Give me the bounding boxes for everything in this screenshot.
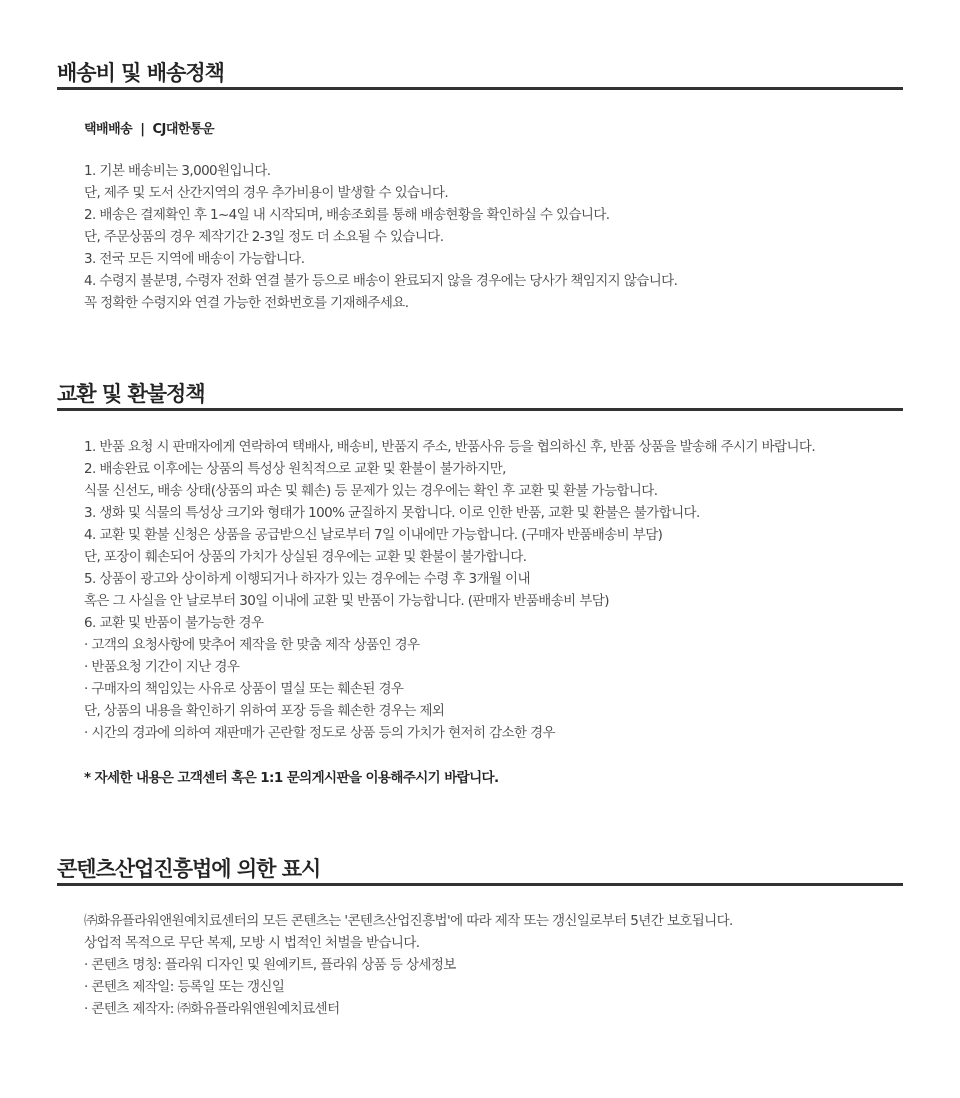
- returns-line: 1. 반품 요청 시 판매자에게 연락하여 택배사, 배송비, 반품지 주소, 반품사유 등을 협의하신 후, 반품 상품을 발송해 주시기 바랍니다.: [84, 439, 816, 455]
- returns-line: 2. 배송완료 이후에는 상품의 특성상 원칙적으로 교환 및 환불이 불가하지만,: [84, 461, 506, 477]
- returns-line: 4. 교환 및 환불 신청은 상품을 공급받으신 날로부터 7일 이내에만 가능합니다. (구매자 반품배송비 부담): [84, 527, 663, 543]
- shipping-policy-list: [84, 160, 677, 314]
- returns-line: 단, 상품의 내용을 확인하기 위하여 포장 등을 훼손한 경우는 제외: [84, 703, 445, 719]
- returns-line: 5. 상품이 광고와 상이하게 이행되거나 하자가 있는 경우에는 수령 후 3개월 이내: [84, 571, 530, 587]
- shipping-line: 꼭 정확한 수령지와 연결 가능한 전화번호를 기재해주세요.: [84, 295, 409, 311]
- carrier-name: CJ대한통운: [152, 122, 215, 137]
- returns-line: 혹은 그 사실을 안 날로부터 30일 이내에 교환 및 반품이 가능합니다. (판매자 반품배송비 부담): [84, 593, 609, 609]
- returns-line: · 반품요청 기간이 지난 경우: [84, 659, 240, 675]
- shipping-line: 3. 전국 모든 지역에 배송이 가능합니다.: [84, 251, 305, 267]
- returns-line: 3. 생화 및 식물의 특성상 크기와 형태가 100% 균질하지 못합니다. 이로 인한 반품, 교환 및 환불은 불가합니다.: [84, 505, 700, 521]
- content-law-list: [84, 910, 733, 1020]
- shipping-line: 2. 배송은 결제확인 후 1~4일 내 시작되며, 배송조회를 통해 배송현황을 확인하실 수 있습니다.: [84, 207, 610, 223]
- content-law-line: · 콘텐츠 제작일: 등록일 또는 갱신일: [84, 979, 285, 995]
- customer-center-notice: * 자세한 내용은 고객센터 혹은 1:1 문의게시판을 이용해주시기 바랍니다.: [84, 770, 499, 786]
- shipping-line: 1. 기본 배송비는 3,000원입니다.: [84, 163, 271, 179]
- content-law-line: ㈜화유플라워앤원예치료센터의 모든 콘텐츠는 '콘텐츠산업진흥법'에 따라 제작 또는 갱신일로부터 5년간 보호됩니다.: [84, 913, 733, 929]
- returns-line: · 구매자의 책임있는 사유로 상품이 멸실 또는 훼손된 경우: [84, 681, 404, 697]
- returns-line: · 시간의 경과에 의하여 재판매가 곤란할 정도로 상품 등의 가치가 현저히 감소한 경우: [84, 725, 555, 741]
- content-law-line: · 콘텐츠 제작자: ㈜화유플라워앤원예치료센터: [84, 1001, 340, 1017]
- shipping-policy-title: 배송비 및 배송정책: [57, 59, 903, 90]
- returns-policy-list: [84, 436, 815, 744]
- shipping-carrier-info: [84, 118, 214, 137]
- content-law-line: · 콘텐츠 명칭: 플라워 디자인 및 원예키트, 플라워 상품 등 상세정보: [84, 957, 456, 973]
- shipping-line: 단, 제주 및 도서 산간지역의 경우 추가비용이 발생할 수 있습니다.: [84, 185, 449, 201]
- returns-policy-title: 교환 및 환불정책: [57, 380, 903, 411]
- returns-line: 6. 교환 및 반품이 불가능한 경우: [84, 615, 264, 631]
- content-law-line: 상업적 목적으로 무단 복제, 모방 시 법적인 처벌을 받습니다.: [84, 935, 420, 951]
- shipping-method: 택배배송: [84, 122, 133, 137]
- shipping-line: 단, 주문상품의 경우 제작기간 2-3일 정도 더 소요될 수 있습니다.: [84, 229, 444, 245]
- content-law-title: 콘텐츠산업진흥법에 의한 표시: [57, 855, 903, 886]
- returns-line: 식물 신선도, 배송 상태(상품의 파손 및 훼손) 등 문제가 있는 경우에는 확인 후 교환 및 환불 가능합니다.: [84, 483, 658, 499]
- shipping-line: 4. 수령지 불분명, 수령자 전화 연결 불가 등으로 배송이 완료되지 않을 경우에는 당사가 책임지지 않습니다.: [84, 273, 678, 289]
- returns-line: · 고객의 요청사항에 맞추어 제작을 한 맞춤 제작 상품인 경우: [84, 637, 420, 653]
- carrier-separator: |: [140, 122, 145, 137]
- returns-line: 단, 포장이 훼손되어 상품의 가치가 상실된 경우에는 교환 및 환불이 불가합니다.: [84, 549, 527, 565]
